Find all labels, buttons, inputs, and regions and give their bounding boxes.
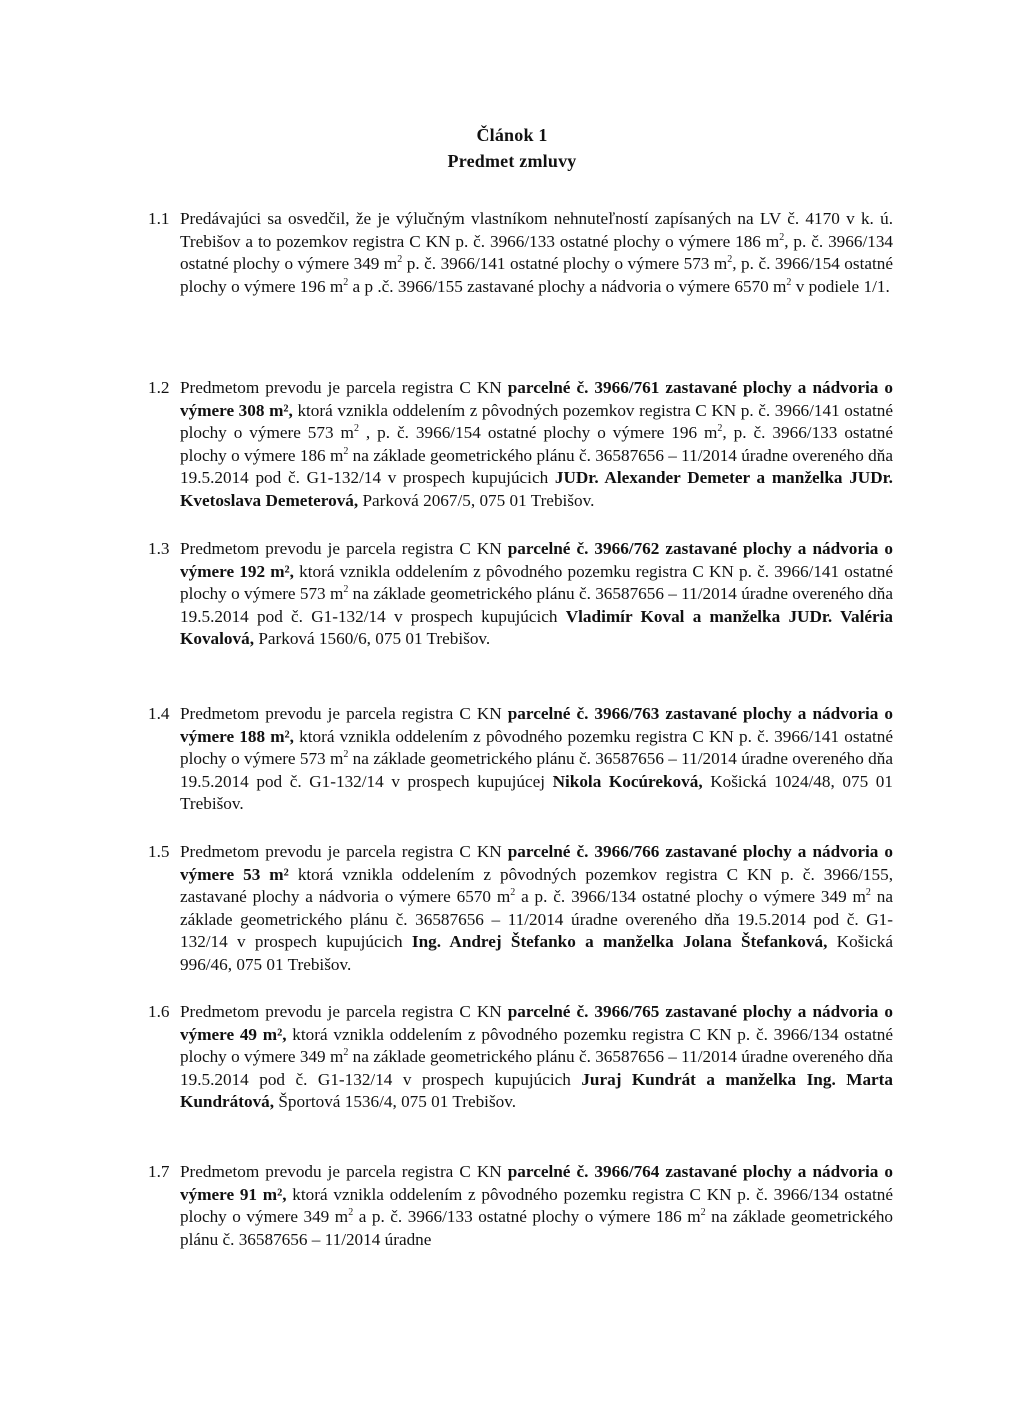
clause-text <box>180 538 893 651</box>
text-run: , p. č. 3966/133 ostatné plochy o výmere 186 m <box>180 423 894 465</box>
text-run: na základe geometrického plánu č. 36587656 – 11/2014 úradne overeného dňa 19.5.2014 pod č. G1-132/14 v prospech kupujúcich <box>180 445 893 488</box>
superscript: 2 <box>727 254 733 266</box>
article-title: Predmet zmluvy <box>447 151 577 171</box>
bold-text: JUDr. Alexander Demeter a manželka JUDr. Kvetoslava Demeterová, <box>180 468 893 510</box>
clause-number: 1.7 <box>148 1162 170 1181</box>
clause-number: 1.4 <box>148 704 170 723</box>
text-run: Parková 2067/5, 075 01 Trebišov. <box>362 490 595 510</box>
text-run: Parková 1560/6, 075 01 Trebišov. <box>258 629 491 649</box>
superscript: 2 <box>717 423 723 435</box>
superscript: 2 <box>343 445 349 457</box>
bold-text: parcelné č. 3966/763 zastavané plochy a nádvoria o výmere 188 m², <box>180 704 893 746</box>
bold-text: Ing. Andrej Štefanko a manželka Jolana Štefanková, <box>411 932 837 952</box>
text-run: ktorá vznikla oddelením z pôvodného pozemku registra C KN p. č. 3966/134 ostatné plochy o výmere 349 m <box>180 1184 893 1227</box>
clause-1-5 <box>148 841 893 977</box>
text-run: Košická 996/46, 075 01 Trebišov. <box>180 932 893 974</box>
text-run: ktorá vznikla oddelením z pôvodných pozemkov registra C KN p. č. 3966/141 ostatné plochy o výmere 573 m <box>180 400 893 443</box>
text-run: na základe geometrického plánu č. 36587656 – 11/2014 úradne overeného dňa 19.5.2014 pod č. G1-132/14 v prospech kupujúcich <box>180 1047 893 1089</box>
text-run: p. č. 3966/141 ostatné plochy o výmere 573 m <box>402 254 728 274</box>
clause-text <box>180 208 893 298</box>
text-run: Košická 1024/48, 075 01 Trebišov. <box>180 771 893 814</box>
text-run: a p. č. 3966/133 ostatné plochy o výmere 186 m <box>353 1207 701 1227</box>
bold-text: parcelné č. 3966/764 zastavané plochy a nádvoria o výmere 91 m², <box>180 1162 893 1204</box>
bold-text: parcelné č. 3966/765 zastavané plochy a nádvoria o výmere 49 m², <box>180 1002 893 1044</box>
clause-text <box>180 703 893 816</box>
superscript: 2 <box>343 276 349 288</box>
clause-text <box>180 377 893 513</box>
text-run: Predmetom prevodu je parcela registra C KN <box>180 704 508 723</box>
bold-text: parcelné č. 3966/761 zastavané plochy a nádvoria o výmere 308 m², <box>180 378 893 420</box>
superscript: 2 <box>700 1207 706 1219</box>
text-run: ktorá vznikla oddelením z pôvodného pozemku registra C KN p. č. 3966/134 ostatné plochy o výmere 349 m <box>180 1024 893 1067</box>
bold-text: Nikola Kocúreková, <box>552 771 711 791</box>
superscript: 2 <box>865 887 871 899</box>
text-run: Predávajúci sa osvedčil, že je výlučným vlastníkom nehnuteľností zapísaných na LV č. 4170 v k. ú. Trebišov a to pozemkov registra C KN p. č. 3966/133 ostatné plochy o výmere 186 m <box>180 209 893 251</box>
clause-text <box>180 1161 893 1251</box>
text-run: na základe geometrického plánu č. 36587656 – 11/2014 úradne overeného dňa 19.5.2014 pod č. G1-132/14 v prospech kupujúcich <box>180 887 894 952</box>
article-heading <box>0 122 1024 174</box>
text-run: , p. č. 3966/154 ostatné plochy o výmere 196 m <box>180 254 893 296</box>
clause-1-2 <box>148 377 893 513</box>
text-run: Športová 1536/4, 075 01 Trebišov. <box>278 1092 516 1112</box>
bold-text: parcelné č. 3966/766 zastavané plochy a nádvoria o výmere 53 m² <box>180 842 893 884</box>
bold-text: parcelné č. 3966/762 zastavané plochy a nádvoria o výmere 192 m², <box>180 539 893 581</box>
clause-text <box>180 1001 893 1114</box>
text-run: v podiele 1/1. <box>791 276 890 296</box>
clause-number: 1.6 <box>148 1002 170 1021</box>
text-run: ktorá vznikla oddelením z pôvodného pozemku registra C KN p. č. 3966/141 ostatné plochy o výmere 573 m <box>180 561 893 604</box>
text-run: ktorá vznikla oddelením z pôvodných pozemkov registra C KN p. č. 3966/155, zastavané plochy a nádvoria o výmere 6570 m <box>180 864 893 907</box>
text-run: na základe geometrického plánu č. 36587656 – 11/2014 úradne <box>180 1207 894 1249</box>
superscript: 2 <box>343 749 349 761</box>
clause-text <box>180 841 893 977</box>
clause-number: 1.2 <box>148 378 170 397</box>
text-run: , p. č. 3966/154 ostatné plochy o výmere 196 m <box>358 423 718 443</box>
clause-number: 1.1 <box>148 209 170 228</box>
bold-text: Juraj Kundrát a manželka Ing. Marta Kundrátová, <box>180 1069 893 1112</box>
text-run: a p .č. 3966/155 zastavané plochy a nádvoria o výmere 6570 m <box>348 276 787 296</box>
text-run: Predmetom prevodu je parcela registra C KN <box>180 378 508 397</box>
clause-1-3 <box>148 538 893 651</box>
bold-text: Vladimír Koval a manželka JUDr. Valéria Kovalová, <box>180 606 893 649</box>
text-run: na základe geometrického plánu č. 36587656 – 11/2014 úradne overeného dňa 19.5.2014 pod č. G1-132/14 v prospech kupujúcej <box>180 749 893 791</box>
text-run: Predmetom prevodu je parcela registra C KN <box>180 842 508 861</box>
text-run: na základe geometrického plánu č. 36587656 – 11/2014 úradne overeného dňa 19.5.2014 pod č. G1-132/14 v prospech kupujúcich <box>180 584 893 626</box>
article-number: Článok 1 <box>476 125 548 145</box>
superscript: 2 <box>510 887 516 899</box>
superscript: 2 <box>343 584 349 596</box>
text-run: a p. č. 3966/134 ostatné plochy o výmere 349 m <box>515 887 866 907</box>
superscript: 2 <box>397 254 403 266</box>
clause-number: 1.3 <box>148 539 170 558</box>
superscript: 2 <box>348 1207 354 1219</box>
text-run: Predmetom prevodu je parcela registra C KN <box>180 1162 508 1181</box>
superscript: 2 <box>343 1047 349 1059</box>
clause-1-4 <box>148 703 893 816</box>
superscript: 2 <box>353 423 359 435</box>
clause-1-6 <box>148 1001 893 1114</box>
superscript: 2 <box>779 231 785 243</box>
text-run: Predmetom prevodu je parcela registra C KN <box>180 1002 508 1021</box>
text-run: , p. č. 3966/134 ostatné plochy o výmere 349 m <box>180 231 894 274</box>
superscript: 2 <box>786 276 792 288</box>
text-run: ktorá vznikla oddelením z pôvodného pozemku registra C KN p. č. 3966/141 ostatné plochy o výmere 573 m <box>180 726 893 769</box>
clause-1-7 <box>148 1161 893 1251</box>
clause-number: 1.5 <box>148 842 170 861</box>
text-run: Predmetom prevodu je parcela registra C KN <box>180 539 508 558</box>
clause-1-1 <box>148 208 893 298</box>
